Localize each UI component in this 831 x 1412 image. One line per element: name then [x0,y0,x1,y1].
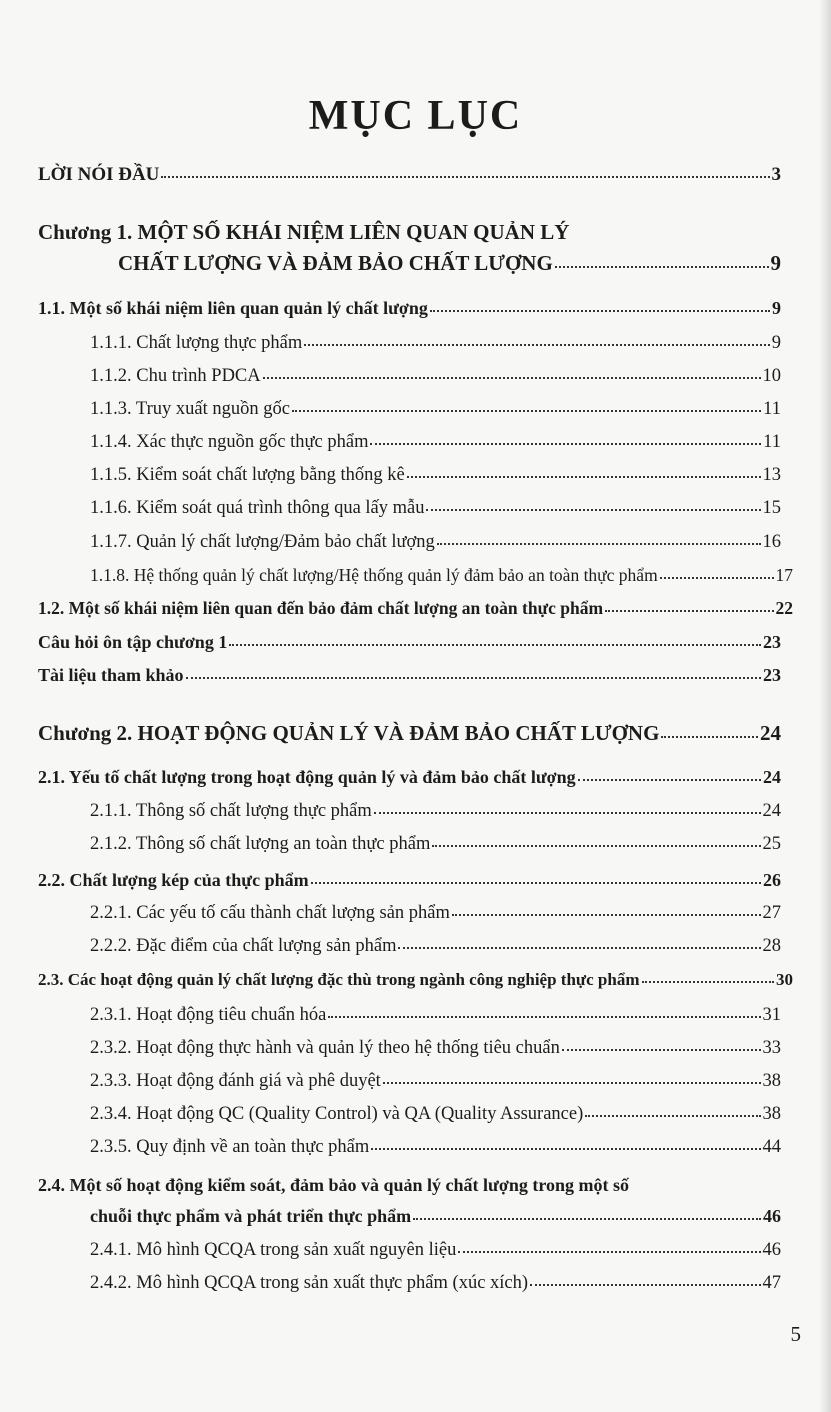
toc-entry-1-1[interactable] [38,298,781,319]
toc-page-number: 17 [775,565,793,585]
toc-page-number: 44 [762,1137,781,1157]
leader-dots [374,808,761,814]
toc-page-number: 9 [770,251,781,275]
leader-dots [383,1078,761,1084]
toc-label: 2.3. Các hoạt động quản lý chất lượng đặc thù trong ngành công nghiệp thực phẩm [38,970,640,989]
toc-entry-chapter-1[interactable] [118,251,781,276]
leader-dots [661,732,758,738]
leader-dots [452,910,761,916]
toc-entry-2-3-5[interactable] [90,1137,781,1158]
toc-page-number: 16 [762,532,781,552]
toc-entry-2-3[interactable] [38,970,793,990]
toc-page-number: 31 [762,1005,781,1025]
toc-entry-2-4-2[interactable] [90,1273,781,1294]
toc-entry-2-3-4[interactable] [90,1104,781,1125]
toc-label: 1.1. Một số khái niệm liên quan quản lý chất lượng [38,298,428,318]
toc-entry-1-1-7[interactable] [90,532,781,553]
leader-dots [407,472,761,478]
toc-label: 1.1.5. Kiểm soát chất lượng bằng thống kê [90,465,405,485]
toc-page-number: 46 [762,1240,781,1260]
page-number: 5 [790,1322,801,1346]
leader-dots [578,775,761,781]
toc-page-number: 24 [763,767,781,787]
toc-entry-1-1-6[interactable] [90,498,781,519]
toc-page-number: 27 [762,903,781,923]
leader-dots [186,673,761,679]
leader-dots [328,1012,760,1018]
toc-entry-1-1-1[interactable] [90,333,781,354]
toc-label: 2.1.2. Thông số chất lượng an toàn thực phẩm [90,834,431,854]
toc-label: 2.3.3. Hoạt động đánh giá và phê duyệt [90,1071,381,1091]
toc-label: 2.3.4. Hoạt động QC (Quality Control) và QA (Quality Assurance) [90,1104,584,1124]
toc-entry-2-1-1[interactable] [90,801,781,822]
toc-entry-1-1-2[interactable] [90,366,781,387]
toc-label: 2.3.5. Quy định về an toàn thực phẩm [90,1137,370,1157]
leader-dots [555,262,769,268]
toc-page-number: 46 [763,1206,781,1226]
toc-label: 1.1.8. Hệ thống quản lý chất lượng/Hệ thống quản lý đảm bảo an toàn thực phẩm [90,565,658,585]
toc-label: 1.1.1. Chất lượng thực phẩm [90,333,303,353]
leader-dots [432,841,760,847]
toc-entry-2-2-2[interactable] [90,936,781,957]
toc-page-number: 9 [771,333,781,353]
toc-entry-2-4-1[interactable] [90,1240,781,1261]
leader-dots [562,1045,761,1051]
toc-page-number: 23 [763,632,781,652]
toc-page-number: 22 [775,598,793,618]
toc-page-number: 24 [760,721,781,745]
leader-dots [263,373,761,379]
toc-page-number: 15 [762,498,781,518]
toc-entry-2-3-3[interactable] [90,1071,781,1092]
toc-page-number: 10 [762,366,781,386]
toc-label: 2.1.1. Thông số chất lượng thực phẩm [90,801,372,821]
leader-dots [426,505,760,511]
toc-entry-1-1-5[interactable] [90,465,781,486]
toc-page-number: 24 [762,801,781,821]
leader-dots [605,606,773,612]
toc-page-number: 23 [763,665,781,685]
toc-page-number: 26 [763,870,781,890]
leader-dots [458,1247,760,1253]
toc-label: 2.2.1. Các yếu tố cấu thành chất lượng sản phẩm [90,903,450,923]
toc-label: 1.1.3. Truy xuất nguồn gốc [90,399,290,419]
page-title: MỤC LỤC [308,93,523,139]
toc-entry-1-1-4[interactable] [90,432,781,453]
leader-dots [371,1144,760,1150]
leader-dots [398,943,760,949]
toc-entry-1-2[interactable] [38,598,793,619]
toc-entry-2-4[interactable] [90,1206,781,1227]
toc-entry-2-2-1[interactable] [90,903,781,924]
toc-entry-2-1[interactable] [38,767,781,788]
toc-label: 2.4.1. Mô hình QCQA trong sản xuất nguyên liệu [90,1240,457,1260]
toc-label: 1.1.2. Chu trình PDCA [90,366,261,386]
toc-page-number: 11 [763,432,781,452]
toc-page-number: 47 [762,1273,781,1293]
toc-page-number: 3 [771,164,781,185]
toc-page-number: 13 [762,465,781,485]
toc-label: 1.2. Một số khái niệm liên quan đến bảo đảm chất lượng an toàn thực phẩm [38,598,604,618]
leader-dots [311,878,761,884]
toc-entry-review-questions-1[interactable] [38,632,781,653]
toc-page-number: 30 [776,970,793,989]
toc-label: 2.4.2. Mô hình QCQA trong sản xuất thực phẩm (xúc xích) [90,1273,529,1293]
toc-entry-2-3-1[interactable] [90,1005,781,1026]
toc-chapter-1-line1[interactable]: Chương 1. MỘT SỐ KHÁI NIỆM LIÊN QUAN QUẢN LÝ [38,220,570,244]
toc-label: 1.1.6. Kiểm soát quá trình thông qua lấy mẫu [90,498,425,518]
toc-label: Tài liệu tham khảo [38,665,184,685]
leader-dots [292,406,761,412]
toc-label: 2.2. Chất lượng kép của thực phẩm [38,870,309,890]
toc-entry-2-2[interactable] [38,870,781,891]
toc-label: 1.1.4. Xác thực nguồn gốc thực phẩm [90,432,369,452]
page-edge-shadow [819,0,831,1412]
toc-label: LỜI NÓI ĐẦU [38,164,160,185]
leader-dots [304,340,770,346]
toc-label: 2.1. Yếu tố chất lượng trong hoạt động quản lý và đảm bảo chất lượng [38,767,576,787]
toc-label: Chương 2. HOẠT ĐỘNG QUẢN LÝ VÀ ĐẢM BẢO CHẤT LƯỢNG [38,721,660,745]
leader-dots [413,1214,761,1220]
leader-dots [370,439,761,445]
leader-dots [585,1111,760,1117]
leader-dots [642,977,775,983]
toc-entry-preface[interactable] [38,164,781,186]
leader-dots [161,172,769,178]
toc-label: 2.2.2. Đặc điểm của chất lượng sản phẩm [90,936,397,956]
toc-label: CHẤT LƯỢNG VÀ ĐẢM BẢO CHẤT LƯỢNG [118,251,553,275]
toc-entry-2-1-2[interactable] [90,834,781,855]
toc-page-number: 25 [762,834,781,854]
toc-label: 1.1.7. Quản lý chất lượng/Đảm bảo chất lượng [90,532,435,552]
toc-page-number: 33 [762,1038,781,1058]
toc-entry-chapter-2[interactable] [38,721,781,746]
toc-label: Câu hỏi ôn tập chương 1 [38,632,228,652]
leader-dots [229,640,761,646]
toc-page-number: 38 [762,1071,781,1091]
toc-page-number: 38 [762,1104,781,1124]
toc-entry-references-1[interactable] [38,665,781,686]
leader-dots [430,306,770,312]
toc-page-number: 28 [762,936,781,956]
toc-entry-1-1-8[interactable] [90,565,793,586]
leader-dots [530,1280,760,1286]
toc-entry-2-3-2[interactable] [90,1038,781,1059]
toc-entry-2-4-line1[interactable]: 2.4. Một số hoạt động kiểm soát, đảm bảo và quản lý chất lượng trong một số [38,1175,629,1195]
toc-page-number: 9 [772,298,781,318]
toc-label: 2.3.2. Hoạt động thực hành và quản lý theo hệ thống tiêu chuẩn [90,1038,560,1058]
leader-dots [437,539,761,545]
toc-label: 2.3.1. Hoạt động tiêu chuẩn hóa [90,1005,327,1025]
toc-label: chuỗi thực phẩm và phát triển thực phẩm [90,1206,412,1226]
leader-dots [660,573,774,579]
toc-entry-1-1-3[interactable] [90,399,781,420]
toc-page-number: 11 [763,399,781,419]
